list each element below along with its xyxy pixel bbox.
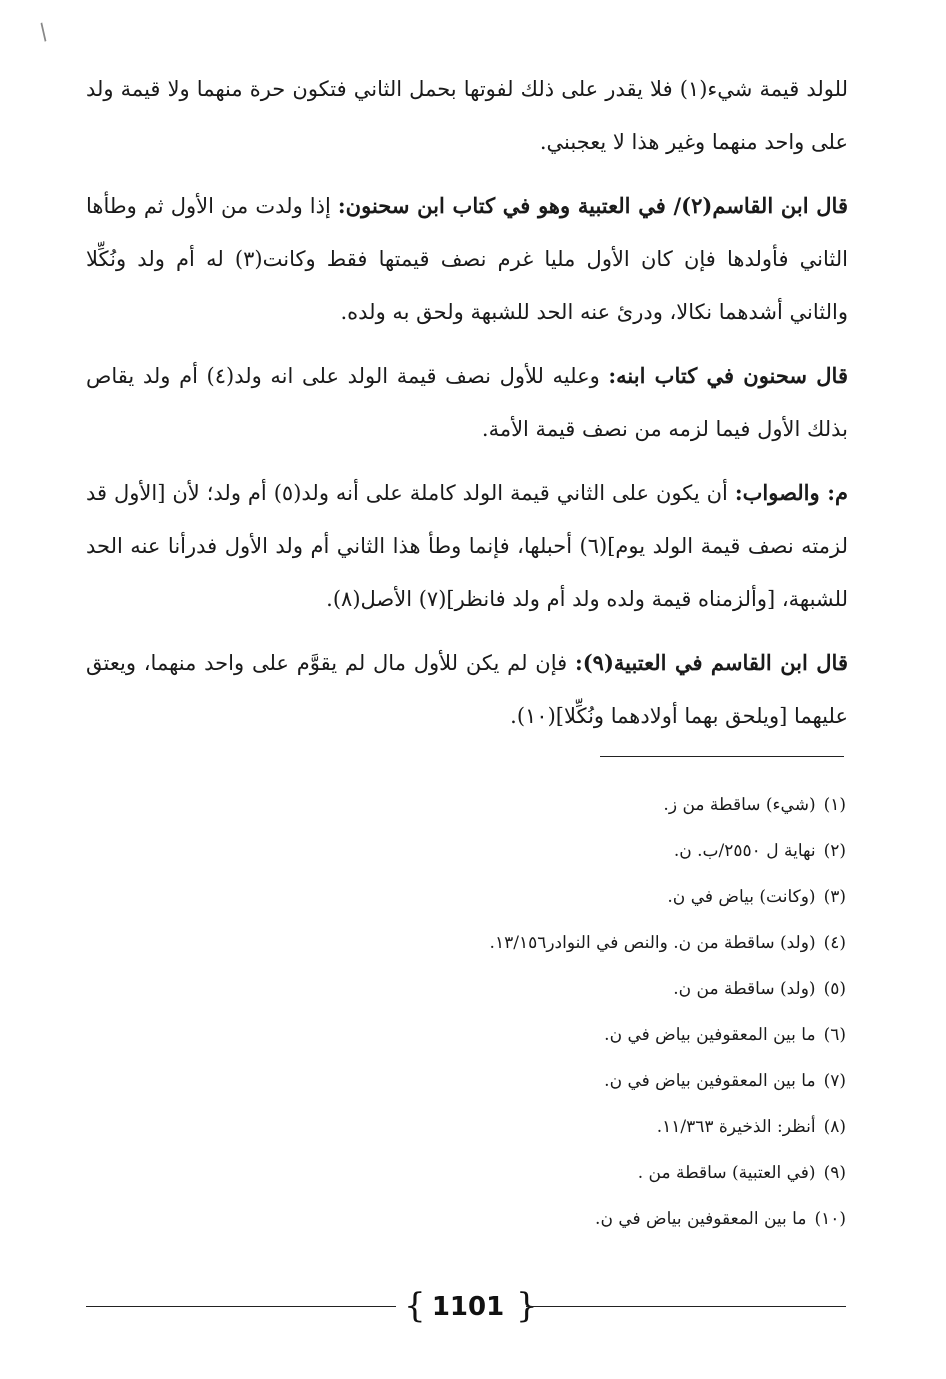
paragraph-5 bbox=[86, 636, 848, 743]
footnote bbox=[300, 1150, 846, 1196]
footnote-number: (١٠) bbox=[814, 1209, 846, 1229]
footnote-number: (٦) bbox=[823, 1025, 846, 1045]
footnotes bbox=[300, 782, 846, 1242]
footer-rule-right bbox=[526, 1306, 846, 1307]
footnote bbox=[300, 1012, 846, 1058]
footnote-text: (في العتبية) ساقطة من . bbox=[637, 1163, 816, 1183]
page-number: 1101 bbox=[431, 1292, 505, 1322]
footnote-number: (٥) bbox=[823, 979, 846, 999]
paragraph-4 bbox=[86, 466, 848, 626]
footnote-separator bbox=[600, 756, 844, 757]
footnote bbox=[300, 966, 846, 1012]
footnote-text: نهاية ل ٢٥٥٠/ب. ن. bbox=[673, 841, 816, 861]
paragraph-5-heading: قال ابن القاسم في العتبية(٩): bbox=[574, 650, 848, 675]
footnote bbox=[300, 828, 846, 874]
paragraph-2-text: إذا ولدت من الأول ثم وطأها الثاني فأولدها فإن كان الأول مليا غرم نصف قيمتها فقط وكانت(٣) له أم ولد ونُكِّلا والثاني أشدهما نكالا، ودرئ عنه الحد للشبهة ولحق به ولده. bbox=[86, 194, 848, 324]
paragraph-3-heading: قال سحنون في كتاب ابنه: bbox=[608, 363, 848, 388]
footnote-number: (٢) bbox=[823, 841, 846, 861]
footnote-number: (٨) bbox=[823, 1117, 846, 1137]
footnote-text: (ولد) ساقطة من ن. bbox=[673, 979, 816, 999]
footer-rule-left bbox=[86, 1306, 396, 1307]
paragraph-5-text: فإن لم يكن للأول مال لم يقوَّم على واحد منهما، ويعتق عليهما [ويلحق بهما أولادهما ونُكِّلا](١٠). bbox=[86, 651, 848, 728]
footnote-text: ما بين المعقوفين بياض في ن. bbox=[604, 1025, 816, 1045]
footnote bbox=[300, 874, 846, 920]
footnote-number: (٣) bbox=[823, 887, 846, 907]
paragraph-4-heading: م: والصواب: bbox=[734, 480, 848, 505]
footnote bbox=[300, 1196, 846, 1242]
scan-mark: / bbox=[34, 19, 54, 46]
footnote-text: ما بين المعقوفين بياض في ن. bbox=[604, 1071, 816, 1091]
footnote-text: ما بين المعقوفين بياض في ن. bbox=[595, 1209, 807, 1229]
footnote bbox=[300, 782, 846, 828]
paragraph-3-text: وعليه للأول نصف قيمة الولد على انه ولد(٤) أم ولد يقاص بذلك الأول فيما لزمه من نصف قيمة الأمة. bbox=[86, 364, 848, 441]
footnote-text: (وكانت) بياض في ن. bbox=[667, 887, 816, 907]
paragraph-1-text: للولد قيمة شيء(١) فلا يقدر على ذلك لفوتها بحمل الثاني فتكون حرة منهما ولا قيمة ولد على واحد منهما وغير هذا لا يعجبني. bbox=[86, 77, 848, 154]
paragraph-3 bbox=[86, 349, 848, 456]
paragraph-2-heading: قال ابن القاسم(٢)/ في العتبية وهو في كتاب ابن سحنون: bbox=[337, 193, 848, 218]
footnote-text: (ولد) ساقطة من ن. والنص في النوادر١٣/١٥٦. bbox=[489, 933, 816, 953]
paragraph-1 bbox=[86, 62, 848, 169]
footnote bbox=[300, 1104, 846, 1150]
footnote bbox=[300, 920, 846, 966]
footnote-text: أنظر: الذخيرة ١١/٣٦٣. bbox=[656, 1117, 816, 1137]
footnote-number: (٩) bbox=[823, 1163, 846, 1183]
footnote-text: (شيء) ساقطة من ز. bbox=[663, 795, 816, 815]
right-brace-ornament: } bbox=[516, 1286, 538, 1326]
left-brace-ornament: { bbox=[404, 1286, 426, 1326]
paragraph-4-text: أن يكون على الثاني قيمة الولد كاملة على أنه ولد(٥) أم ولد؛ لأن [الأول قد لزمته نصف قيمة الولد يوم](٦) أحبلها، فإنما وطأ هذا الثاني أم ولد الأول فدرأنا عنه الحد للشبهة، [وألزمناه قيمة ولده ولد أم ولد فانظر](٧) الأصل(٨). bbox=[86, 481, 848, 611]
paragraph-2 bbox=[86, 179, 848, 339]
footnote-number: (١) bbox=[823, 795, 846, 815]
footnote-number: (٧) bbox=[823, 1071, 846, 1091]
footnote bbox=[300, 1058, 846, 1104]
page-footer bbox=[86, 1286, 846, 1328]
main-text bbox=[86, 62, 848, 753]
footnote-number: (٤) bbox=[823, 933, 846, 953]
